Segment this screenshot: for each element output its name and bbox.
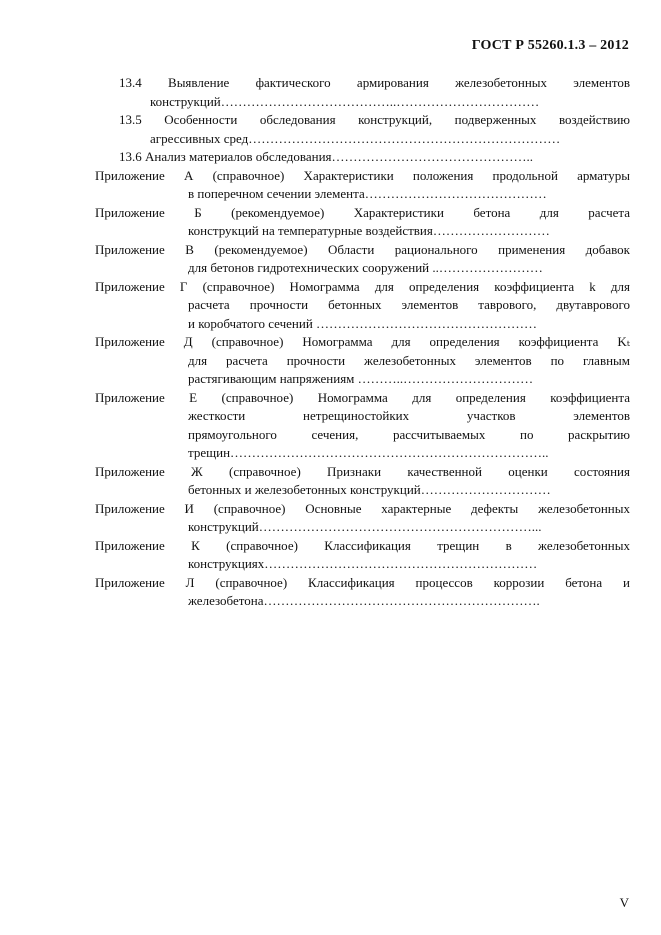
toc-entry[interactable] [95,204,630,241]
toc-entry-line: Приложение Д (справочное) Номограмма для определения коэффициента Kₜ [95,334,630,349]
toc-entry[interactable] [95,389,630,463]
toc-entry-line: Приложение К (справочное) Классификация трещин в железобетонных [95,537,630,553]
toc-entry-line: конструкциях……………………………………………………… [188,556,538,571]
toc-entry-line: 13.5 Особенности обследования конструкций, подверженных воздействию [119,112,630,127]
toc-entry-line: в поперечном сечении элемента…………………………………… [188,186,547,201]
toc-entry-line: расчета прочности бетонных элементов таврового, двутаврового [188,297,630,312]
toc-entry-line: Приложение И (справочное) Основные характерные дефекты железобетонных [95,500,630,516]
toc-entry-line: для расчета прочности железобетонных элементов по главным [188,352,630,368]
toc-entry[interactable] [95,500,630,537]
table-of-contents [95,74,630,611]
toc-entry[interactable] [95,333,630,389]
toc-entry-line: Приложение Е (справочное) Номограмма для определения коэффициента [95,389,630,405]
page-number: V [619,895,629,910]
toc-entry-line: 13.4 Выявление фактического армирования железобетонных элементов [119,75,630,90]
toc-entry-line: и коробчатого сечений …………………………………………… [188,315,538,331]
toc-entry-line: железобетона………………………………………………………. [188,593,540,608]
toc-entry-line: Приложение Ж (справочное) Признаки качественной оценки состояния [95,463,630,479]
toc-entry[interactable] [95,148,630,167]
toc-entry-line: прямоугольного сечения, рассчитываемых по раскрытию [188,426,630,442]
toc-entry[interactable] [95,574,630,611]
toc-entry[interactable] [95,278,630,334]
toc-entry[interactable] [95,241,630,278]
toc-entry-line: агрессивных сред……………………………………………………………… [150,130,561,146]
toc-entry[interactable] [95,74,630,111]
toc-entry[interactable] [95,111,630,148]
toc-entry[interactable] [95,537,630,574]
toc-entry-line: 13.6 Анализ материалов обследования……………………………………….. [119,149,534,164]
toc-entry-line: Приложение А (справочное) Характеристики положения продольной арматуры [95,167,630,183]
toc-entry-line: Приложение Л (справочное) Классификация процессов коррозии бетона и [95,574,630,590]
toc-entry-line: конструкций………………………………………………………... [188,519,542,534]
toc-entry[interactable] [95,167,630,204]
toc-entry-line: жесткости нетрещиностойких участков элементов [188,408,630,423]
toc-entry-line: растягивающим напряжениям ………..………………………… [188,371,534,386]
document-header: ГОСТ Р 55260.1.3 – 2012 [471,38,629,53]
toc-entry-line: Приложение Б (рекомендуемое) Характеристики бетона для расчета [95,204,630,220]
toc-entry-line: для бетонов гидротехнических сооружений ..…………………… [188,260,543,275]
toc-entry-line: конструкций…………………………………..…………………………… [150,93,540,109]
toc-entry-line: трещин……………………………………………………………….. [188,445,549,460]
toc-entry-line: конструкций на температурные воздействия……………………… [188,223,550,238]
toc-entry-line: Приложение В (рекомендуемое) Области рационального применения добавок [95,241,630,257]
toc-entry[interactable] [95,463,630,500]
toc-entry-line: Приложение Г (справочное) Номограмма для определения коэффициента k для [95,278,630,294]
toc-entry-line: бетонных и железобетонных конструкций………………………… [188,482,551,497]
